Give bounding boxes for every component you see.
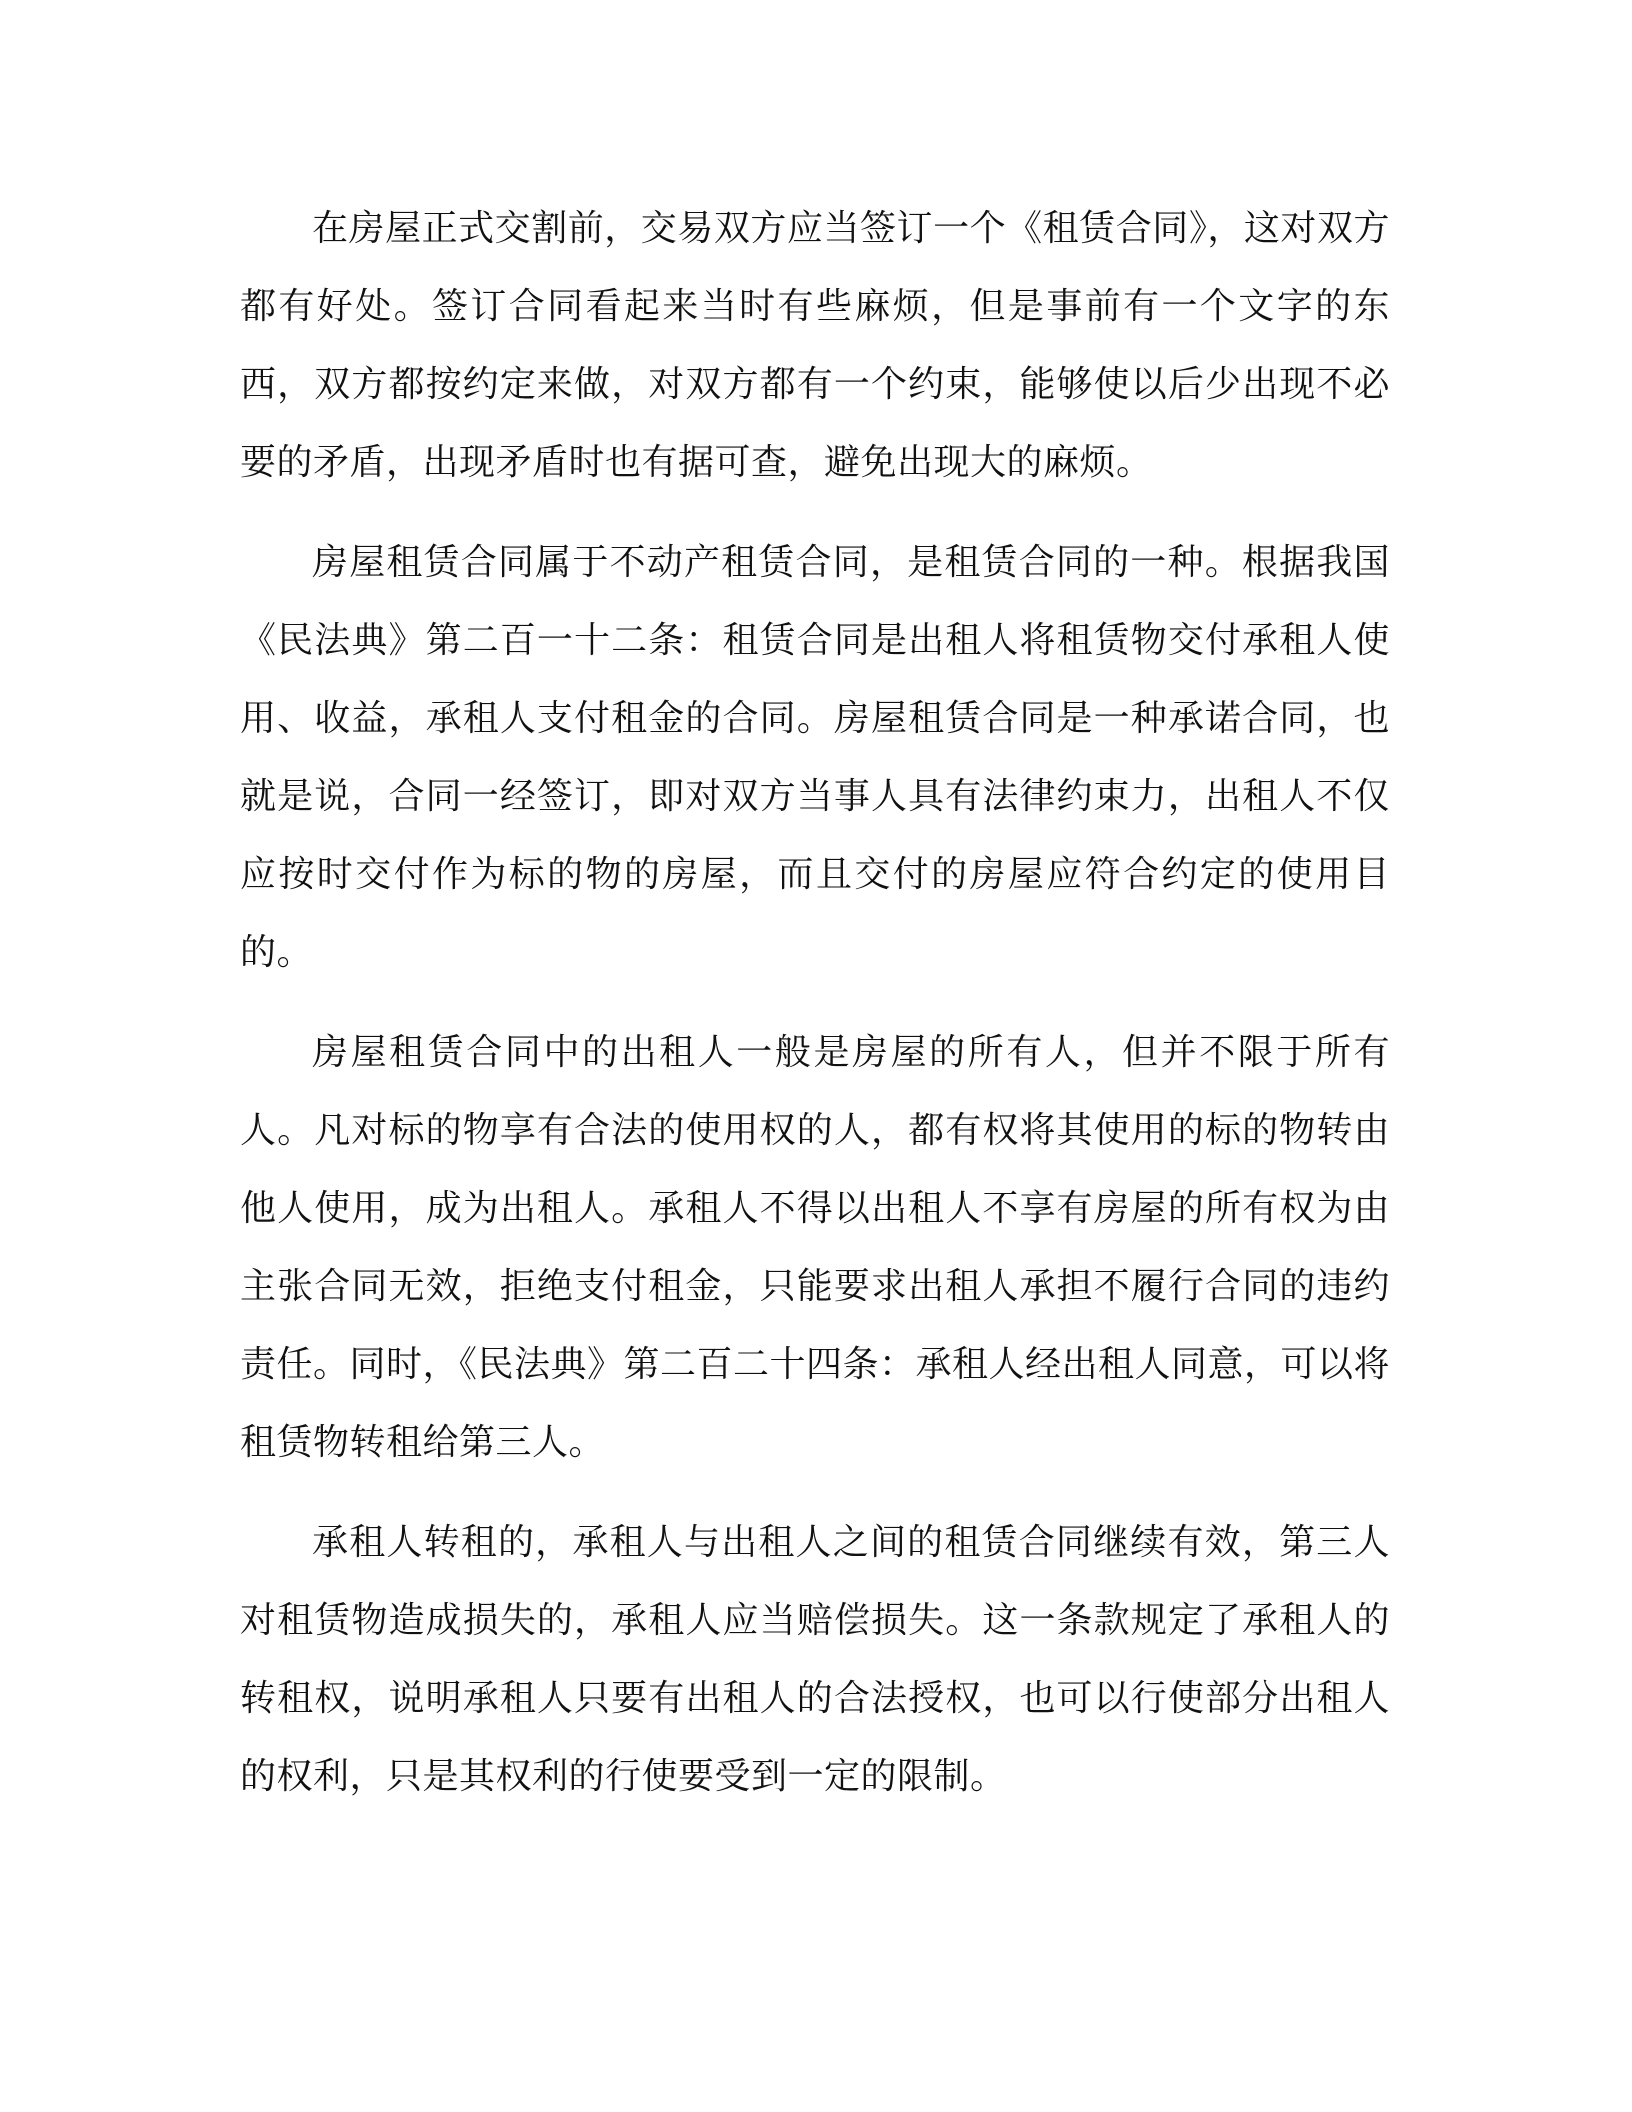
paragraph-lease-contract-definition: 房屋租赁合同属于不动产租赁合同，是租赁合同的一种。根据我国《民法典》第二百一十二条：租赁合同是出租人将租赁物交付承租人使用、收益，承租人支付租金的合同。房屋租赁合同是一种承诺合同，也就是说，合同一经签订，即对双方当事人具有法律约束力，出租人不仅应按时交付作为标的物的房屋，而且交付的房屋应符合约定的使用目的。 <box>240 542 1390 973</box>
document-body <box>240 190 1390 1816</box>
paragraph-lessor-scope: 房屋租赁合同中的出租人一般是房屋的所有人，但并不限于所有人。凡对标的物享有合法的使用权的人，都有权将其使用的标的物转由他人使用，成为出租人。承租人不得以出租人不享有房屋的所有权为由主张合同无效，拒绝支付租金，只能要求出租人承担不履行合同的违约责任。同时，《民法典》第二百二十四条：承租人经出租人同意，可以将租赁物转租给第三人。 <box>240 1032 1391 1463</box>
paragraph-lease-contract-signing: 在房屋正式交割前，交易双方应当签订一个《租赁合同》，这对双方都有好处。签订合同看起来当时有些麻烦，但是事前有一个文字的东西，双方都按约定来做，对双方都有一个约束，能够使以后少出现不必要的矛盾，出现矛盾时也有据可查，避免出现大的麻烦。 <box>240 208 1390 483</box>
paragraph-sublease-right: 承租人转租的，承租人与出租人之间的租赁合同继续有效，第三人对租赁物造成损失的，承租人应当赔偿损失。这一条款规定了承租人的转租权，说明承租人只要有出租人的合法授权，也可以行使部分出租人的权利，只是其权利的行使要受到一定的限制。 <box>240 1522 1390 1797</box>
